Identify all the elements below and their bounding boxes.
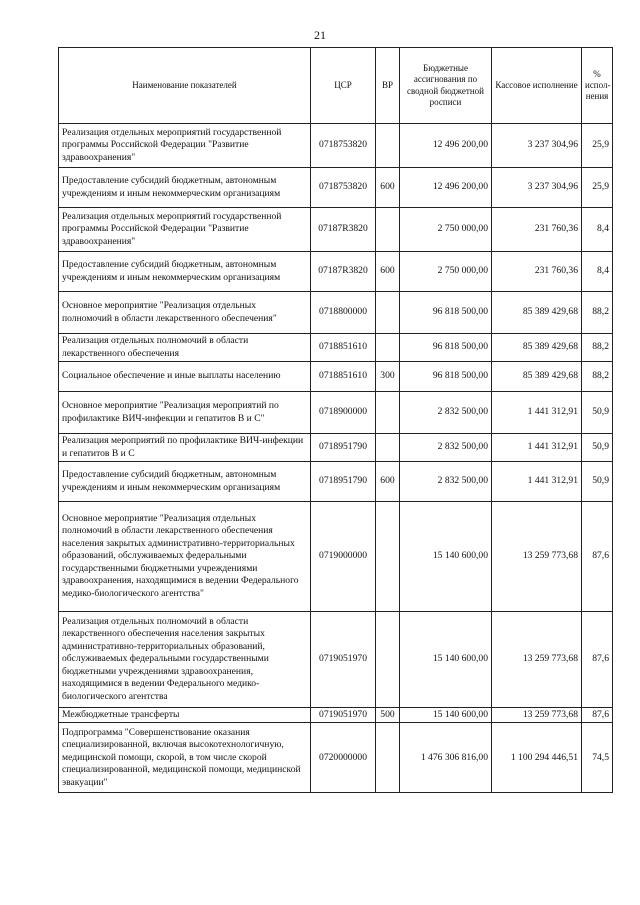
row-vr [376, 334, 400, 362]
table-row [59, 252, 613, 292]
table-row [59, 208, 613, 252]
row-vr [376, 392, 400, 434]
row-cash: 85 389 429,68 [492, 292, 582, 334]
table-row [59, 462, 613, 502]
row-vr [376, 292, 400, 334]
budget-execution-table [58, 47, 613, 793]
row-allocation: 12 496 200,00 [400, 124, 492, 168]
row-pct: 8,4 [582, 208, 613, 252]
table-row [59, 292, 613, 334]
row-name: Межбюджетные трансферты [59, 708, 311, 723]
row-cash: 1 441 312,91 [492, 434, 582, 462]
row-vr: 600 [376, 252, 400, 292]
row-cash: 1 441 312,91 [492, 462, 582, 502]
row-csr: 0718851610 [311, 334, 376, 362]
row-vr [376, 612, 400, 708]
row-csr: 0718851610 [311, 362, 376, 392]
row-pct: 74,5 [582, 723, 613, 793]
row-allocation: 15 140 600,00 [400, 502, 492, 612]
row-allocation: 2 832 500,00 [400, 462, 492, 502]
table-header-row [59, 48, 613, 124]
row-name: Реализация отдельных мероприятий государственной программы Российской Федерации "Развитие здравоохранения" [59, 124, 311, 168]
row-name: Реализация отдельных мероприятий государственной программы Российской Федерации "Развитие здравоохранения" [59, 208, 311, 252]
row-vr [376, 434, 400, 462]
row-allocation: 96 818 500,00 [400, 292, 492, 334]
row-name: Подпрограмма "Совершенствование оказания специализированной, включая высокотехнологичную, медицинской помощи, скорой, в том числе скорой специализированной, медицинской помощи, медицинской эвакуации" [59, 723, 311, 793]
row-vr [376, 723, 400, 793]
row-cash: 3 237 304,96 [492, 168, 582, 208]
row-pct: 50,9 [582, 434, 613, 462]
row-pct: 8,4 [582, 252, 613, 292]
row-csr: 0718800000 [311, 292, 376, 334]
table-row [59, 723, 613, 793]
row-name: Реализация отдельных полномочий в области лекарственного обеспечения [59, 334, 311, 362]
row-name: Основное мероприятие "Реализация отдельных полномочий в области лекарственного обеспечения" [59, 292, 311, 334]
row-name: Основное мероприятие "Реализация мероприятий по профилактике ВИЧ-инфекции и гепатитов B и C" [59, 392, 311, 434]
row-pct: 88,2 [582, 292, 613, 334]
row-allocation: 2 832 500,00 [400, 392, 492, 434]
row-name: Реализация мероприятий по профилактике ВИЧ-инфекции и гепатитов B и C [59, 434, 311, 462]
header-pct-line2: нения [585, 91, 609, 102]
row-name: Реализация отдельных полномочий в области лекарственного обеспечения населения закрытых административно-территориальных образований, обслуживаемых федеральными государственными бюджетными учреждениями здравоохранения, находящимися в ведении Федерального медико-биологического агентства [59, 612, 311, 708]
table-row [59, 502, 613, 612]
row-allocation: 96 818 500,00 [400, 334, 492, 362]
header-csr: ЦСР [311, 48, 376, 124]
row-csr: 0718951790 [311, 434, 376, 462]
row-cash: 231 760,36 [492, 208, 582, 252]
row-vr: 300 [376, 362, 400, 392]
row-cash: 3 237 304,96 [492, 124, 582, 168]
row-allocation: 15 140 600,00 [400, 708, 492, 723]
row-name: Предоставление субсидий бюджетным, автономным учреждениям и иным некоммерческим организациям [59, 252, 311, 292]
row-cash: 85 389 429,68 [492, 334, 582, 362]
row-vr: 600 [376, 168, 400, 208]
table-row [59, 392, 613, 434]
row-pct: 87,6 [582, 502, 613, 612]
row-pct: 88,2 [582, 334, 613, 362]
table-row [59, 168, 613, 208]
row-csr: 07187R3820 [311, 208, 376, 252]
row-pct: 25,9 [582, 124, 613, 168]
row-vr [376, 124, 400, 168]
table-row [59, 708, 613, 723]
row-pct: 87,6 [582, 708, 613, 723]
row-pct: 50,9 [582, 462, 613, 502]
table-row [59, 124, 613, 168]
table-row [59, 612, 613, 708]
row-cash: 85 389 429,68 [492, 362, 582, 392]
row-cash: 1 100 294 446,51 [492, 723, 582, 793]
row-csr: 07187R3820 [311, 252, 376, 292]
row-name: Предоставление субсидий бюджетным, автономным учреждениям и иным некоммерческим организациям [59, 462, 311, 502]
row-vr [376, 502, 400, 612]
row-csr: 0718753820 [311, 124, 376, 168]
row-allocation: 12 496 200,00 [400, 168, 492, 208]
header-vr: ВР [376, 48, 400, 124]
row-cash: 13 259 773,68 [492, 708, 582, 723]
row-vr [376, 208, 400, 252]
row-vr: 600 [376, 462, 400, 502]
row-pct: 87,6 [582, 612, 613, 708]
table-row [59, 362, 613, 392]
page-number: 21 [314, 28, 326, 42]
row-pct: 50,9 [582, 392, 613, 434]
row-pct: 25,9 [582, 168, 613, 208]
row-pct: 88,2 [582, 362, 613, 392]
row-name: Основное мероприятие "Реализация отдельных полномочий в области лекарственного обеспечения населения закрытых административно-территориальных образований, обслуживаемых федеральными государственными бюджетными учреждениями здравоохранения, находящимися в ведении Федерального медико-биологического агентства" [59, 502, 311, 612]
row-name: Социальное обеспечение и иные выплаты населению [59, 362, 311, 392]
row-name: Предоставление субсидий бюджетным, автономным учреждениям и иным некоммерческим организациям [59, 168, 311, 208]
row-allocation: 15 140 600,00 [400, 612, 492, 708]
row-cash: 231 760,36 [492, 252, 582, 292]
header-pct-symbol: % [593, 68, 601, 79]
row-allocation: 2 750 000,00 [400, 208, 492, 252]
row-vr: 500 [376, 708, 400, 723]
row-allocation: 2 832 500,00 [400, 434, 492, 462]
row-csr: 0718900000 [311, 392, 376, 434]
row-csr: 0719000000 [311, 502, 376, 612]
row-csr: 0718951790 [311, 462, 376, 502]
row-csr: 0718753820 [311, 168, 376, 208]
table-row [59, 334, 613, 362]
header-allocations: Бюджетные ассигнования по сводной бюджетной росписи [400, 48, 492, 124]
row-csr: 0720000000 [311, 723, 376, 793]
row-allocation: 1 476 306 816,00 [400, 723, 492, 793]
row-cash: 1 441 312,91 [492, 392, 582, 434]
row-allocation: 96 818 500,00 [400, 362, 492, 392]
row-csr: 0719051970 [311, 708, 376, 723]
row-cash: 13 259 773,68 [492, 612, 582, 708]
row-cash: 13 259 773,68 [492, 502, 582, 612]
table-row [59, 434, 613, 462]
header-pct [582, 48, 613, 124]
header-name: Наименование показателей [59, 48, 311, 124]
header-cash: Кассовое исполнение [492, 48, 582, 124]
row-csr: 0719051970 [311, 612, 376, 708]
row-allocation: 2 750 000,00 [400, 252, 492, 292]
header-pct-line1: испол- [585, 79, 611, 90]
